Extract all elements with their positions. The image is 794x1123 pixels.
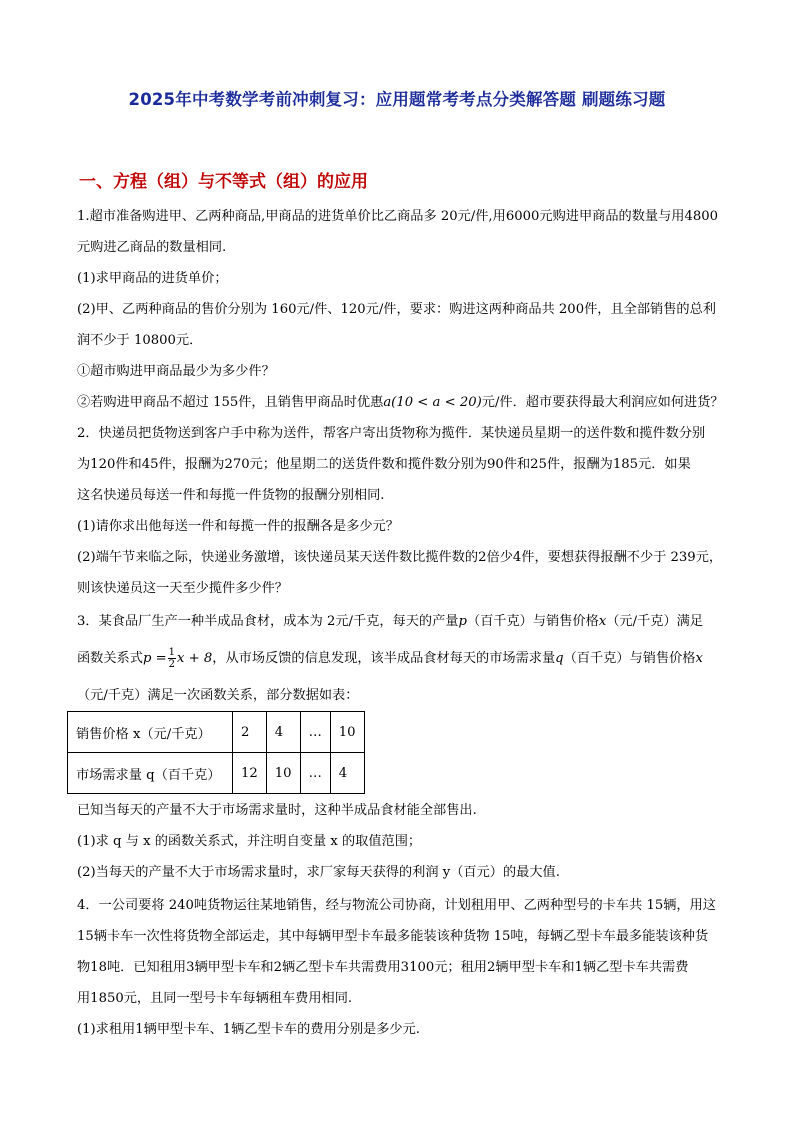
q1-inequality: a(10 < a < 20) xyxy=(383,395,482,410)
q3-line-2-text-b: ，从市场反馈的信息发现，该半成品食材每天的市场需求量 xyxy=(212,651,556,666)
table-cell: … xyxy=(300,712,330,753)
q3-line-4: 已知当每天的产量不大于市场需求量时，这种半成品食材能全部售出. xyxy=(77,803,477,818)
table-cell: 10 xyxy=(266,753,300,794)
q4-line-2: 15辆卡车一次性将货物全部运走，其中每辆甲型卡车最多能装该种货物 15吨，每辆乙型卡车最多能装该种货 xyxy=(77,929,709,944)
section-heading: 一、方程（组）与不等式（组）的应用 xyxy=(79,172,368,192)
table-row xyxy=(68,712,365,753)
q2-line-3: 这名快递员每送一件和每揽一件货物的报酬分别相同. xyxy=(77,488,385,503)
table-cell: 4 xyxy=(266,712,300,753)
fraction-denominator: 2 xyxy=(168,659,175,670)
q1-line-7-text-a: ②若购进甲商品不超过 155件，且销售甲商品时优惠 xyxy=(77,395,384,410)
document-title: 2025年中考数学考前冲刺复习：应用题常考考点分类解答题 刷题练习题 xyxy=(128,90,666,109)
q3-var-q: q xyxy=(555,651,564,666)
fraction-numerator: 1 xyxy=(168,647,175,658)
q3-line-3: （元/千克）满足一次函数关系，部分数据如表： xyxy=(77,688,359,703)
q4-line-3: 物18吨．已知租用3辆甲型卡车和2辆乙型卡车共需费用3100元；租用2辆甲型卡车和1辆乙型卡车共需费 xyxy=(77,960,689,975)
q3-line-6: (2)当每天的产量不大于市场需求量时，求厂家每天获得的利润 y（百元）的最大值. xyxy=(77,865,560,880)
table-cell: … xyxy=(300,753,330,794)
q4-line-4: 用1850元，且同一型号卡车每辆租车费用相同. xyxy=(77,991,353,1006)
table-cell: 销售价格 x（元/千克） xyxy=(68,712,233,753)
q3-line-1 xyxy=(77,608,737,636)
table-cell: 市场需求量 q（百千克） xyxy=(68,753,233,794)
q3-formula-right: x + 8 xyxy=(177,651,213,666)
table-cell: 2 xyxy=(233,712,267,753)
q3-var-x-2: x xyxy=(695,651,703,666)
q2-line-6: 则该快递员这一天至少揽件多少件？ xyxy=(77,581,288,596)
q2-line-5: (2)端午节来临之际，快递业务激增，该快递员某天送件数比揽件数的2倍少4件，要想获得报酬不少于 239元， xyxy=(77,550,723,565)
table-cell: 4 xyxy=(330,753,364,794)
q1-line-5: 润不少于 10800元． xyxy=(77,333,203,348)
q1-line-7 xyxy=(77,389,737,417)
q3-data-table xyxy=(67,711,365,794)
q3-line-2 xyxy=(77,645,737,673)
q3-formula-fraction xyxy=(168,647,176,670)
q2-line-4: (1)请你求出他每送一件和每揽一件的报酬各是多少元？ xyxy=(77,519,399,534)
q1-line-6: ①超市购进甲商品最少为多少件？ xyxy=(77,364,275,379)
q4-line-1: 4．一公司要将 240吨货物运往某地销售，经与物流公司协商，计划租用甲、乙两种型号的卡车共 15辆，用这 xyxy=(77,898,716,913)
q1-line-2: 元购进乙商品的数量相同. xyxy=(77,240,227,255)
q1-line-7-text-b: 元/件．超市要获得最大利润应如何进货？ xyxy=(481,395,724,410)
q2-line-2: 为120件和45件，报酬为270元；他星期二的送货件数和揽件数分别为90件和25件，报酬为185元．如果 xyxy=(77,457,691,472)
q2-line-1: 2．快递员把货物送到客户手中称为送件，帮客户寄出货物称为揽件．某快递员星期一的送件数和揽件数分别 xyxy=(77,426,706,441)
q3-var-p: p xyxy=(458,614,467,629)
q3-line-1-text-b: （百千克）与销售价格 xyxy=(466,614,599,629)
table-cell: 10 xyxy=(330,712,364,753)
q1-line-1: 1.超市准备购进甲、乙两种商品,甲商品的进货单价比乙商品多 20元/件,用6000元购进甲商品的数量与用4800 xyxy=(77,209,719,224)
table-row xyxy=(68,753,365,794)
q3-var-x: x xyxy=(598,614,607,629)
q3-line-1-text-c: （元/千克）满足 xyxy=(606,614,704,629)
table-cell: 12 xyxy=(233,753,267,794)
q3-formula-left: p = xyxy=(142,651,167,666)
q3-line-2-text-a: 函数关系式 xyxy=(77,651,143,666)
q4-line-5: (1)求租用1辆甲型卡车、1辆乙型卡车的费用分别是多少元. xyxy=(77,1022,420,1037)
q3-line-2-text-c: （百千克）与销售价格 xyxy=(563,651,696,666)
q1-line-4: (2)甲、乙两种商品的售价分别为 160元/件、120元/件，要求：购进这两种商品共 200件，且全部销售的总利 xyxy=(77,302,716,317)
q3-line-5: (1)求 q 与 x 的函数关系式，并注明自变量 x 的取值范围； xyxy=(77,834,422,849)
q3-line-1-text-a: 3．某食品厂生产一种半成品食材，成本为 2元/千克，每天的产量 xyxy=(77,614,459,629)
q1-line-3: (1)求甲商品的进货单价； xyxy=(77,271,228,286)
